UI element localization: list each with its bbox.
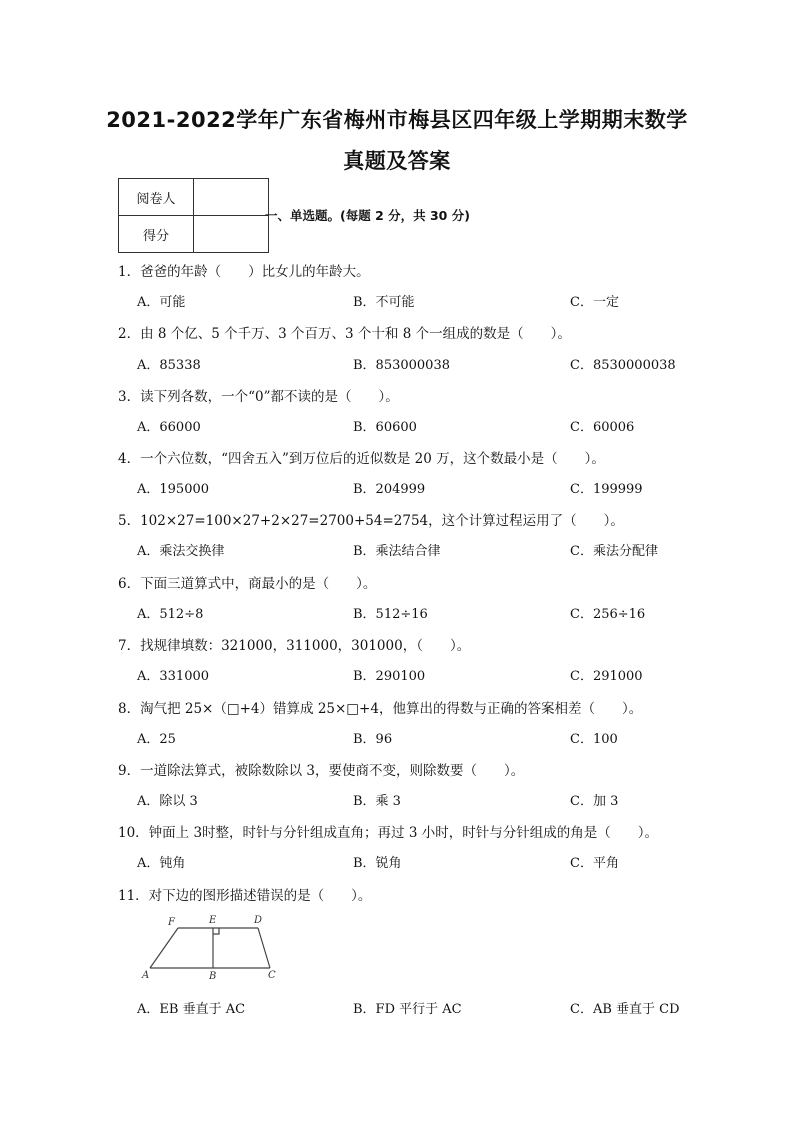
trapezoid-figure: [140, 912, 290, 982]
option-a: A．EB 垂直于 AC: [137, 1002, 246, 1017]
segment-af: [150, 928, 178, 968]
option-c: C．加 3: [570, 794, 619, 809]
option-a: A．钝角: [137, 856, 186, 871]
option-a: A．66000: [137, 420, 201, 435]
question-1: 1．爸爸的年龄（ ）比女儿的年龄大。: [118, 264, 370, 280]
question-6: 6．下面三道算式中，商最小的是（ ）。: [118, 576, 377, 592]
question-4: 4．一个六位数，“四舍五入”到万位后的近似数是 20 万，这个数最小是（ ）。: [118, 451, 605, 467]
label-f: F: [168, 917, 175, 928]
score-table-score-label: 得分: [119, 216, 194, 253]
label-b: B: [209, 971, 217, 982]
option-a: A．331000: [137, 669, 210, 684]
label-a: A: [142, 970, 150, 981]
option-b: B．512÷16: [353, 607, 428, 622]
option-c: C．一定: [570, 295, 619, 310]
option-a: A．85338: [137, 358, 201, 373]
label-e: E: [209, 915, 217, 926]
score-table: [118, 178, 269, 253]
option-a: A．195000: [137, 482, 210, 497]
option-a: A．乘法交换律: [137, 544, 225, 559]
option-b: B．不可能: [353, 295, 415, 310]
label-d: D: [254, 915, 263, 926]
option-b: B．FD 平行于 AC: [353, 1002, 462, 1017]
option-b: B．乘 3: [353, 794, 401, 809]
segment-dc: [258, 928, 270, 968]
question-9: 9．一道除法算式，被除数除以 3，要使商不变，则除数要（ ）。: [118, 763, 525, 779]
option-c: C．291000: [570, 669, 643, 684]
score-table-reviewer-cell: [194, 179, 269, 216]
question-10: 10．钟面上 3时整，时针与分针组成直角；再过 3 小时，时针与分针组成的角是（ ）。: [118, 825, 658, 841]
option-c: C．100: [570, 732, 618, 747]
question-7: 7．找规律填数：321000，311000，301000，（ ）。: [118, 638, 471, 654]
option-a: A．可能: [137, 295, 186, 310]
option-c: C．199999: [570, 482, 643, 497]
title-line-2: 真题及答案: [343, 149, 451, 173]
question-11: 11．对下边的图形描述错误的是（ ）。: [118, 888, 372, 904]
score-table-reviewer-label: 阅卷人: [119, 179, 194, 216]
label-c: C: [268, 970, 276, 981]
option-a: A．512÷8: [137, 607, 204, 622]
option-c: C．8530000038: [570, 358, 676, 373]
option-a: A．除以 3: [137, 794, 198, 809]
option-a: A．25: [137, 732, 176, 747]
score-table-score-cell: [194, 216, 269, 253]
question-8: 8．淘气把 25×（□+4）错算成 25×□+4，他算出的得数与正确的答案相差（ ）。: [118, 701, 643, 717]
question-2: 2．由 8 个亿、5 个千万、3 个百万、3 个十和 8 个一组成的数是（ ）。: [118, 326, 571, 342]
section-heading: 一、单选题。(每题 2 分，共 30 分): [265, 208, 470, 223]
option-b: B．96: [353, 732, 393, 747]
option-c: C．AB 垂直于 CD: [570, 1002, 680, 1017]
question-5: 5．102×27=100×27+2×27=2700+54=2754，这个计算过程运用了（ ）。: [118, 513, 624, 529]
option-b: B．853000038: [353, 358, 450, 373]
option-b: B．乘法结合律: [353, 544, 441, 559]
option-b: B．锐角: [353, 856, 402, 871]
option-b: B．60600: [353, 420, 417, 435]
question-3: 3．读下列各数，一个“0”都不读的是（ ）。: [118, 389, 399, 405]
option-c: C．乘法分配律: [570, 544, 658, 559]
right-angle-mark: [213, 928, 219, 934]
option-c: C．平角: [570, 856, 619, 871]
option-c: C．60006: [570, 420, 635, 435]
title-line-1: 2021-2022学年广东省梅州市梅县区四年级上学期期末数学: [106, 108, 688, 132]
option-b: B．204999: [353, 482, 426, 497]
option-b: B．290100: [353, 669, 426, 684]
option-c: C．256÷16: [570, 607, 646, 622]
